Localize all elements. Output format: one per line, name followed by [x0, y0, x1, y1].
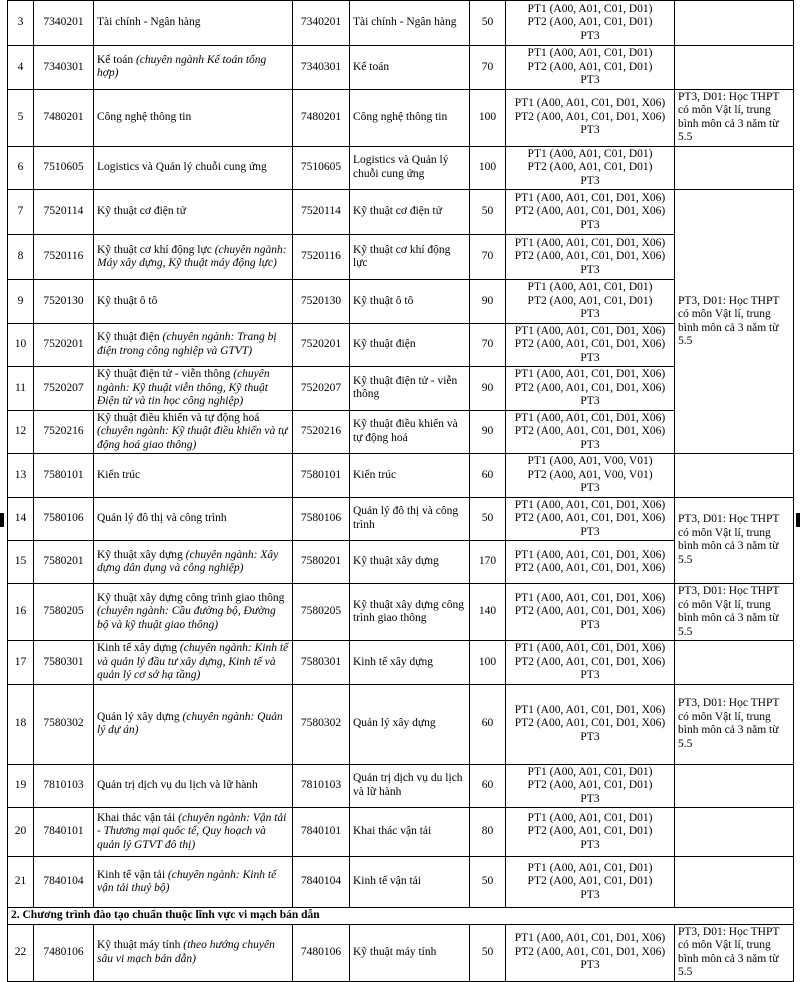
- program-code-cell: 7840104: [34, 857, 94, 908]
- admission-method-cell: PT1 (A00, A01, C01, D01) PT2 (A00, A01, C01, D01) PT3: [506, 146, 675, 190]
- condition-cell: PT3, D01: Học THPT có môn Vật lí, trung bình môn cả 3 năm từ 5.5: [675, 584, 794, 641]
- condition-cell: [675, 764, 794, 808]
- major-code-cell: 7840101: [293, 808, 350, 857]
- admission-table: [7, 0, 794, 982]
- row-number-cell: 18: [8, 684, 34, 764]
- major-name-cell: Kiến trúc: [350, 454, 470, 498]
- program-name-cell: Kỹ thuật xây dựng công trình giao thông (chuyên ngành: Cầu đường bộ, Đường bộ và kỹ thuật giao thông): [94, 584, 293, 641]
- quota-cell: 90: [470, 410, 506, 454]
- program-name-cell: Kinh tế xây dựng (chuyên ngành: Kinh tế và quản lý đầu tư xây dựng, Kinh tế và quản lý cơ sở hạ tầng): [94, 641, 293, 685]
- condition-cell: [675, 857, 794, 908]
- admission-method-cell: PT1 (A00, A01, C01, D01, X06) PT2 (A00, A01, C01, D01, X06) PT3: [506, 367, 675, 411]
- row-number-cell: 20: [8, 808, 34, 857]
- major-name-cell: Kinh tế vận tải: [350, 857, 470, 908]
- major-name-cell: Kinh tế xây dựng: [350, 641, 470, 685]
- table-row: [8, 924, 794, 981]
- table-row: [8, 497, 794, 541]
- admission-method-cell: PT1 (A00, A01, C01, D01, X06) PT2 (A00, A01, C01, D01, X06) PT3: [506, 497, 675, 541]
- major-name-cell: Khai thác vận tải: [350, 808, 470, 857]
- right-edge-mark: [796, 513, 800, 527]
- table-row: [8, 584, 794, 641]
- program-name-cell: Kỹ thuật cơ điện tử: [94, 190, 293, 235]
- quota-cell: 50: [470, 190, 506, 235]
- program-code-cell: 7480201: [34, 89, 94, 146]
- table-row: [8, 454, 794, 498]
- section-header-row: [8, 908, 794, 925]
- quota-cell: 70: [470, 235, 506, 280]
- program-name-cell: Công nghệ thông tin: [94, 89, 293, 146]
- table-body: [8, 1, 794, 982]
- major-name-cell: Quản lý xây dựng: [350, 684, 470, 764]
- quota-cell: 50: [470, 857, 506, 908]
- program-name-cell: Kỹ thuật ô tô: [94, 280, 293, 324]
- major-code-cell: 7340301: [293, 46, 350, 90]
- quota-cell: 50: [470, 1, 506, 46]
- major-name-cell: Kỹ thuật ô tô: [350, 280, 470, 324]
- admission-method-cell: PT1 (A00, A01, C01, D01, X06) PT2 (A00, A01, C01, D01, X06) PT3: [506, 235, 675, 280]
- major-name-cell: Công nghệ thông tin: [350, 89, 470, 146]
- program-name-cell: Kinh tế vận tải (chuyên ngành: Kinh tế vận tải thuỷ bộ): [94, 857, 293, 908]
- program-code-cell: 7520207: [34, 367, 94, 411]
- row-number-cell: 11: [8, 367, 34, 411]
- condition-cell: PT3, D01: Học THPT có môn Vật lí, trung bình môn cả 3 năm từ 5.5: [675, 924, 794, 981]
- condition-cell: PT3, D01: Học THPT có môn Vật lí, trung bình môn cả 3 năm từ 5.5: [675, 89, 794, 146]
- major-code-cell: 7580201: [293, 541, 350, 584]
- row-number-cell: 22: [8, 924, 34, 981]
- program-name-cell: Logistics và Quản lý chuỗi cung ứng: [94, 146, 293, 190]
- program-name-cell: Tài chính - Ngân hàng: [94, 1, 293, 46]
- program-code-cell: 7520114: [34, 190, 94, 235]
- quota-cell: 90: [470, 280, 506, 324]
- quota-cell: 60: [470, 684, 506, 764]
- condition-merged-cell: PT3, D01: Học THPT có môn Vật lí, trung bình môn cả 3 năm từ 5.5: [675, 497, 794, 584]
- row-number-cell: 15: [8, 541, 34, 584]
- admission-method-cell: PT1 (A00, A01, V00, V01) PT2 (A00, A01, V00, V01) PT3: [506, 454, 675, 498]
- admission-method-cell: PT1 (A00, A01, C01, D01) PT2 (A00, A01, C01, D01) PT3: [506, 280, 675, 324]
- condition-cell: [675, 146, 794, 190]
- major-code-cell: 7580101: [293, 454, 350, 498]
- major-name-cell: Tài chính - Ngân hàng: [350, 1, 470, 46]
- program-name-cell: Kế toán (chuyên ngành Kế toán tổng hợp): [94, 46, 293, 90]
- condition-cell: [675, 641, 794, 685]
- quota-cell: 70: [470, 323, 506, 367]
- major-name-cell: Kỹ thuật xây dựng: [350, 541, 470, 584]
- quota-cell: 50: [470, 924, 506, 981]
- table-row: [8, 89, 794, 146]
- program-code-cell: 7580106: [34, 497, 94, 541]
- row-number-cell: 12: [8, 410, 34, 454]
- condition-cell: [675, 1, 794, 46]
- quota-cell: 90: [470, 367, 506, 411]
- table-row: [8, 857, 794, 908]
- program-name-cell: Quản trị dịch vụ du lịch và lữ hành: [94, 764, 293, 808]
- table-row: [8, 641, 794, 685]
- major-code-cell: 7520216: [293, 410, 350, 454]
- admission-method-cell: PT1 (A00, A01, C01, D01, X06) PT2 (A00, A01, C01, D01, X06) PT3: [506, 410, 675, 454]
- major-code-cell: 7580302: [293, 684, 350, 764]
- row-number-cell: 8: [8, 235, 34, 280]
- program-code-cell: 7520116: [34, 235, 94, 280]
- major-name-cell: Kỹ thuật điện tử - viễn thông: [350, 367, 470, 411]
- program-code-cell: 7510605: [34, 146, 94, 190]
- program-name-cell: Kỹ thuật xây dựng (chuyên ngành: Xây dựng dân dụng và công nghiệp): [94, 541, 293, 584]
- row-number-cell: 4: [8, 46, 34, 90]
- admission-method-cell: PT1 (A00, A01, C01, D01, X06) PT2 (A00, A01, C01, D01, X06) PT3: [506, 89, 675, 146]
- program-name-cell: Kỹ thuật điều khiển và tự động hoá (chuyên ngành: Kỹ thuật điều khiển và tự động hoá giao thông): [94, 410, 293, 454]
- program-code-cell: 7580302: [34, 684, 94, 764]
- left-edge-mark: [0, 513, 4, 527]
- program-code-cell: 7520201: [34, 323, 94, 367]
- program-code-cell: 7480106: [34, 924, 94, 981]
- table-row: [8, 46, 794, 90]
- quota-cell: 50: [470, 497, 506, 541]
- admission-method-cell: PT1 (A00, A01, C01, D01, X06) PT2 (A00, A01, C01, D01, X06) PT3: [506, 584, 675, 641]
- program-code-cell: 7580201: [34, 541, 94, 584]
- program-code-cell: 7580205: [34, 584, 94, 641]
- major-name-cell: Quản lý đô thị và công trình: [350, 497, 470, 541]
- table-row: [8, 684, 794, 764]
- major-name-cell: Kỹ thuật điều khiển và tự động hoá: [350, 410, 470, 454]
- program-code-cell: 7810103: [34, 764, 94, 808]
- row-number-cell: 14: [8, 497, 34, 541]
- quota-cell: 60: [470, 454, 506, 498]
- major-code-cell: 7520130: [293, 280, 350, 324]
- major-name-cell: Kỹ thuật xây dựng công trình giao thông: [350, 584, 470, 641]
- program-code-cell: 7520216: [34, 410, 94, 454]
- program-name-cell: Kỹ thuật máy tính (theo hướng chuyên sâu vi mạch bán dẫn): [94, 924, 293, 981]
- admission-method-cell: PT1 (A00, A01, C01, D01, X06) PT2 (A00, A01, C01, D01, X06) PT3: [506, 684, 675, 764]
- program-name-cell: Quản lý đô thị và công trình: [94, 497, 293, 541]
- admission-method-cell: PT1 (A00, A01, C01, D01, X06) PT2 (A00, A01, C01, D01, X06) PT3: [506, 641, 675, 685]
- major-name-cell: Kỹ thuật cơ điện tử: [350, 190, 470, 235]
- quota-cell: 140: [470, 584, 506, 641]
- admission-method-cell: PT1 (A00, A01, C01, D01) PT2 (A00, A01, C01, D01) PT3: [506, 857, 675, 908]
- condition-cell: [675, 454, 794, 498]
- row-number-cell: 9: [8, 280, 34, 324]
- major-code-cell: 7520114: [293, 190, 350, 235]
- program-name-cell: Kỹ thuật điện tử - viễn thông (chuyên ngành: Kỹ thuật viễn thông, Kỹ thuật Điện tử và tin học công nghiệp): [94, 367, 293, 411]
- admission-method-cell: PT1 (A00, A01, C01, D01, X06) PT2 (A00, A01, C01, D01, X06) PT3: [506, 924, 675, 981]
- row-number-cell: 16: [8, 584, 34, 641]
- program-name-cell: Kỹ thuật điện (chuyên ngành: Trang bị điện trong công nghiệp và GTVT): [94, 323, 293, 367]
- table-row: [8, 764, 794, 808]
- admission-method-cell: PT1 (A00, A01, C01, D01, X06) PT2 (A00, A01, C01, D01, X06) PT3: [506, 190, 675, 235]
- condition-cell: [675, 808, 794, 857]
- row-number-cell: 21: [8, 857, 34, 908]
- row-number-cell: 19: [8, 764, 34, 808]
- quota-cell: 100: [470, 89, 506, 146]
- program-name-cell: Kiến trúc: [94, 454, 293, 498]
- admission-method-cell: PT1 (A00, A01, C01, D01, X06) PT2 (A00, A01, C01, D01, X06) PT3: [506, 323, 675, 367]
- admission-method-cell: PT1 (A00, A01, C01, D01) PT2 (A00, A01, C01, D01) PT3: [506, 764, 675, 808]
- major-code-cell: 7340201: [293, 1, 350, 46]
- table-row: [8, 190, 794, 235]
- major-name-cell: Kỹ thuật điện: [350, 323, 470, 367]
- quota-cell: 80: [470, 808, 506, 857]
- major-name-cell: Kỹ thuật cơ khí động lực: [350, 235, 470, 280]
- admission-method-cell: PT1 (A00, A01, C01, D01) PT2 (A00, A01, C01, D01) PT3: [506, 46, 675, 90]
- table-row: [8, 808, 794, 857]
- major-code-cell: 7510605: [293, 146, 350, 190]
- admission-method-cell: PT1 (A00, A01, C01, D01) PT2 (A00, A01, C01, D01) PT3: [506, 808, 675, 857]
- program-code-cell: 7840101: [34, 808, 94, 857]
- program-name-cell: Quản lý xây dựng (chuyên ngành: Quản lý dự án): [94, 684, 293, 764]
- major-code-cell: 7480201: [293, 89, 350, 146]
- condition-merged-cell: PT3, D01: Học THPT có môn Vật lí, trung bình môn cả 3 năm từ 5.5: [675, 190, 794, 454]
- program-code-cell: 7580301: [34, 641, 94, 685]
- table-row: [8, 1, 794, 46]
- major-code-cell: 7840104: [293, 857, 350, 908]
- admission-method-cell: PT1 (A00, A01, C01, D01, X06) PT2 (A00, A01, C01, D01, X06): [506, 541, 675, 584]
- quota-cell: 100: [470, 146, 506, 190]
- program-name-cell: Kỹ thuật cơ khí động lực (chuyên ngành: Máy xây dựng, Kỹ thuật máy động lực): [94, 235, 293, 280]
- admission-method-cell: PT1 (A00, A01, C01, D01) PT2 (A00, A01, C01, D01) PT3: [506, 1, 675, 46]
- row-number-cell: 6: [8, 146, 34, 190]
- program-code-cell: 7340201: [34, 1, 94, 46]
- row-number-cell: 10: [8, 323, 34, 367]
- quota-cell: 170: [470, 541, 506, 584]
- row-number-cell: 5: [8, 89, 34, 146]
- quota-cell: 70: [470, 46, 506, 90]
- row-number-cell: 17: [8, 641, 34, 685]
- quota-cell: 60: [470, 764, 506, 808]
- major-code-cell: 7580106: [293, 497, 350, 541]
- program-code-cell: 7520130: [34, 280, 94, 324]
- row-number-cell: 7: [8, 190, 34, 235]
- program-code-cell: 7340301: [34, 46, 94, 90]
- section-title-cell: 2. Chương trình đào tạo chuẩn thuộc lĩnh vực vi mạch bán dẫn: [8, 908, 794, 925]
- major-name-cell: Logistics và Quản lý chuỗi cung ứng: [350, 146, 470, 190]
- row-number-cell: 3: [8, 1, 34, 46]
- major-name-cell: Quản trị dịch vụ du lịch và lữ hành: [350, 764, 470, 808]
- program-code-cell: 7580101: [34, 454, 94, 498]
- major-code-cell: 7480106: [293, 924, 350, 981]
- program-name-cell: Khai thác vận tải (chuyên ngành: Vận tải - Thương mại quốc tế, Quy hoạch và quản lý GTVT đô thị): [94, 808, 293, 857]
- major-code-cell: 7580205: [293, 584, 350, 641]
- major-name-cell: Kỹ thuật máy tính: [350, 924, 470, 981]
- major-code-cell: 7580301: [293, 641, 350, 685]
- quota-cell: 100: [470, 641, 506, 685]
- major-code-cell: 7520201: [293, 323, 350, 367]
- row-number-cell: 13: [8, 454, 34, 498]
- major-code-cell: 7810103: [293, 764, 350, 808]
- major-code-cell: 7520116: [293, 235, 350, 280]
- condition-cell: [675, 46, 794, 90]
- table-row: [8, 146, 794, 190]
- major-name-cell: Kế toán: [350, 46, 470, 90]
- major-code-cell: 7520207: [293, 367, 350, 411]
- condition-cell: PT3, D01: Học THPT có môn Vật lí, trung bình môn cả 3 năm từ 5.5: [675, 684, 794, 764]
